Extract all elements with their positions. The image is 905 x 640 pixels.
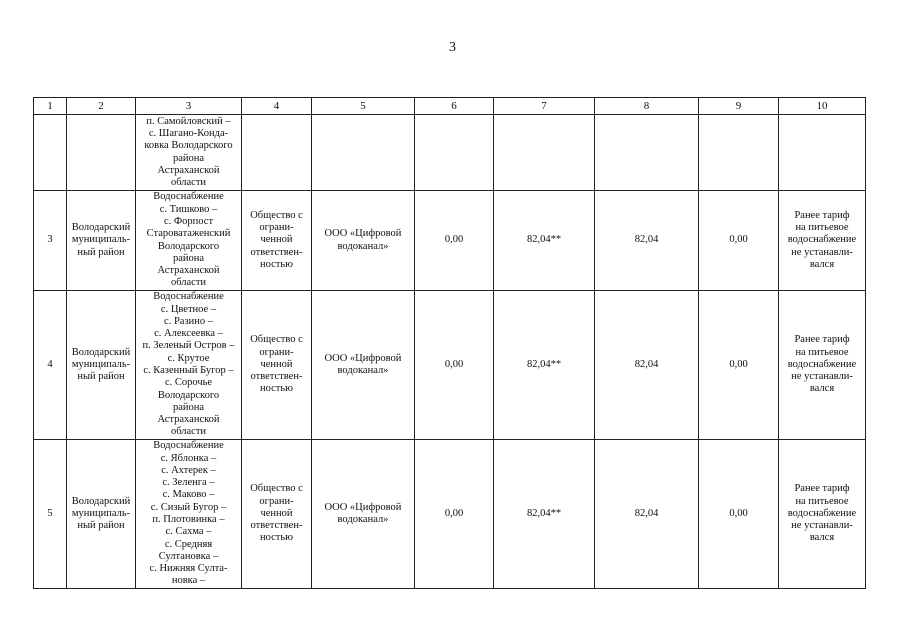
continuation-row — [34, 115, 866, 191]
table-row — [34, 191, 866, 291]
column-header: 5 — [312, 98, 415, 115]
table-cell — [34, 115, 67, 191]
row-number: 4 — [34, 291, 67, 440]
value-cell: 0,00 — [699, 291, 779, 440]
note-cell: Ранее тариф на питьевое водоснабжение не устанавли- вался — [779, 291, 866, 440]
column-header: 2 — [67, 98, 136, 115]
value-cell: 82,04 — [595, 191, 699, 291]
note-cell: Ранее тариф на питьевое водоснабжение не устанавли- вался — [779, 191, 866, 291]
table-cell — [415, 115, 494, 191]
table-cell — [779, 115, 866, 191]
org-form-cell: Общество с ограни- ченной ответствен- ностью — [242, 291, 312, 440]
org-name-cell: ООО «Цифровой водоканал» — [312, 440, 415, 589]
value-cell: 0,00 — [415, 291, 494, 440]
column-header: 7 — [494, 98, 595, 115]
table-row — [34, 291, 866, 440]
row-number: 3 — [34, 191, 67, 291]
table-cell — [595, 115, 699, 191]
column-header: 4 — [242, 98, 312, 115]
table-row — [34, 440, 866, 589]
page-number: 3 — [449, 40, 456, 55]
row-number: 5 — [34, 440, 67, 589]
table-cell — [242, 115, 312, 191]
district-cell: Володарский муниципаль- ный район — [67, 191, 136, 291]
org-name-cell: ООО «Цифровой водоканал» — [312, 191, 415, 291]
district-cell: Володарский муниципаль- ный район — [67, 440, 136, 589]
value-cell: 0,00 — [699, 440, 779, 589]
column-header: 8 — [595, 98, 699, 115]
table-cell — [699, 115, 779, 191]
service-area-cell: п. Самойловский – с. Шагано-Конда- ковка Володарского района Астраханской области — [136, 115, 242, 191]
column-number-row — [34, 98, 866, 115]
column-header: 3 — [136, 98, 242, 115]
district-cell: Володарский муниципаль- ный район — [67, 291, 136, 440]
tariff-table — [33, 97, 866, 589]
service-area-cell: Водоснабжение с. Цветное – с. Разино – с. Алексеевка – п. Зеленый Остров – с. Крутое с. Казенный Бугор – с. Сорочье Володарского района Астраханской области — [136, 291, 242, 440]
column-header: 1 — [34, 98, 67, 115]
value-cell: 82,04 — [595, 291, 699, 440]
column-header: 6 — [415, 98, 494, 115]
table-cell — [494, 115, 595, 191]
org-name-cell: ООО «Цифровой водоканал» — [312, 291, 415, 440]
table-cell — [312, 115, 415, 191]
org-form-cell: Общество с ограни- ченной ответствен- ностью — [242, 440, 312, 589]
value-cell: 82,04** — [494, 291, 595, 440]
column-header: 9 — [699, 98, 779, 115]
value-cell: 82,04** — [494, 191, 595, 291]
service-area-cell: Водоснабжение с. Яблонка – с. Ахтерек – с. Зеленга – с. Маково – с. Сизый Бугор – п. Плотовинка – с. Сахма – с. Средняя Султановка – с. Нижняя Султа- новка – — [136, 440, 242, 589]
org-form-cell: Общество с ограни- ченной ответствен- ностью — [242, 191, 312, 291]
value-cell: 0,00 — [415, 191, 494, 291]
note-cell: Ранее тариф на питьевое водоснабжение не устанавли- вался — [779, 440, 866, 589]
service-area-cell: Водоснабжение с. Тишково – с. Форпост Староватаженский Володарского района Астраханской области — [136, 191, 242, 291]
value-cell: 82,04** — [494, 440, 595, 589]
table-cell — [67, 115, 136, 191]
value-cell: 0,00 — [415, 440, 494, 589]
value-cell: 0,00 — [699, 191, 779, 291]
column-header: 10 — [779, 98, 866, 115]
value-cell: 82,04 — [595, 440, 699, 589]
